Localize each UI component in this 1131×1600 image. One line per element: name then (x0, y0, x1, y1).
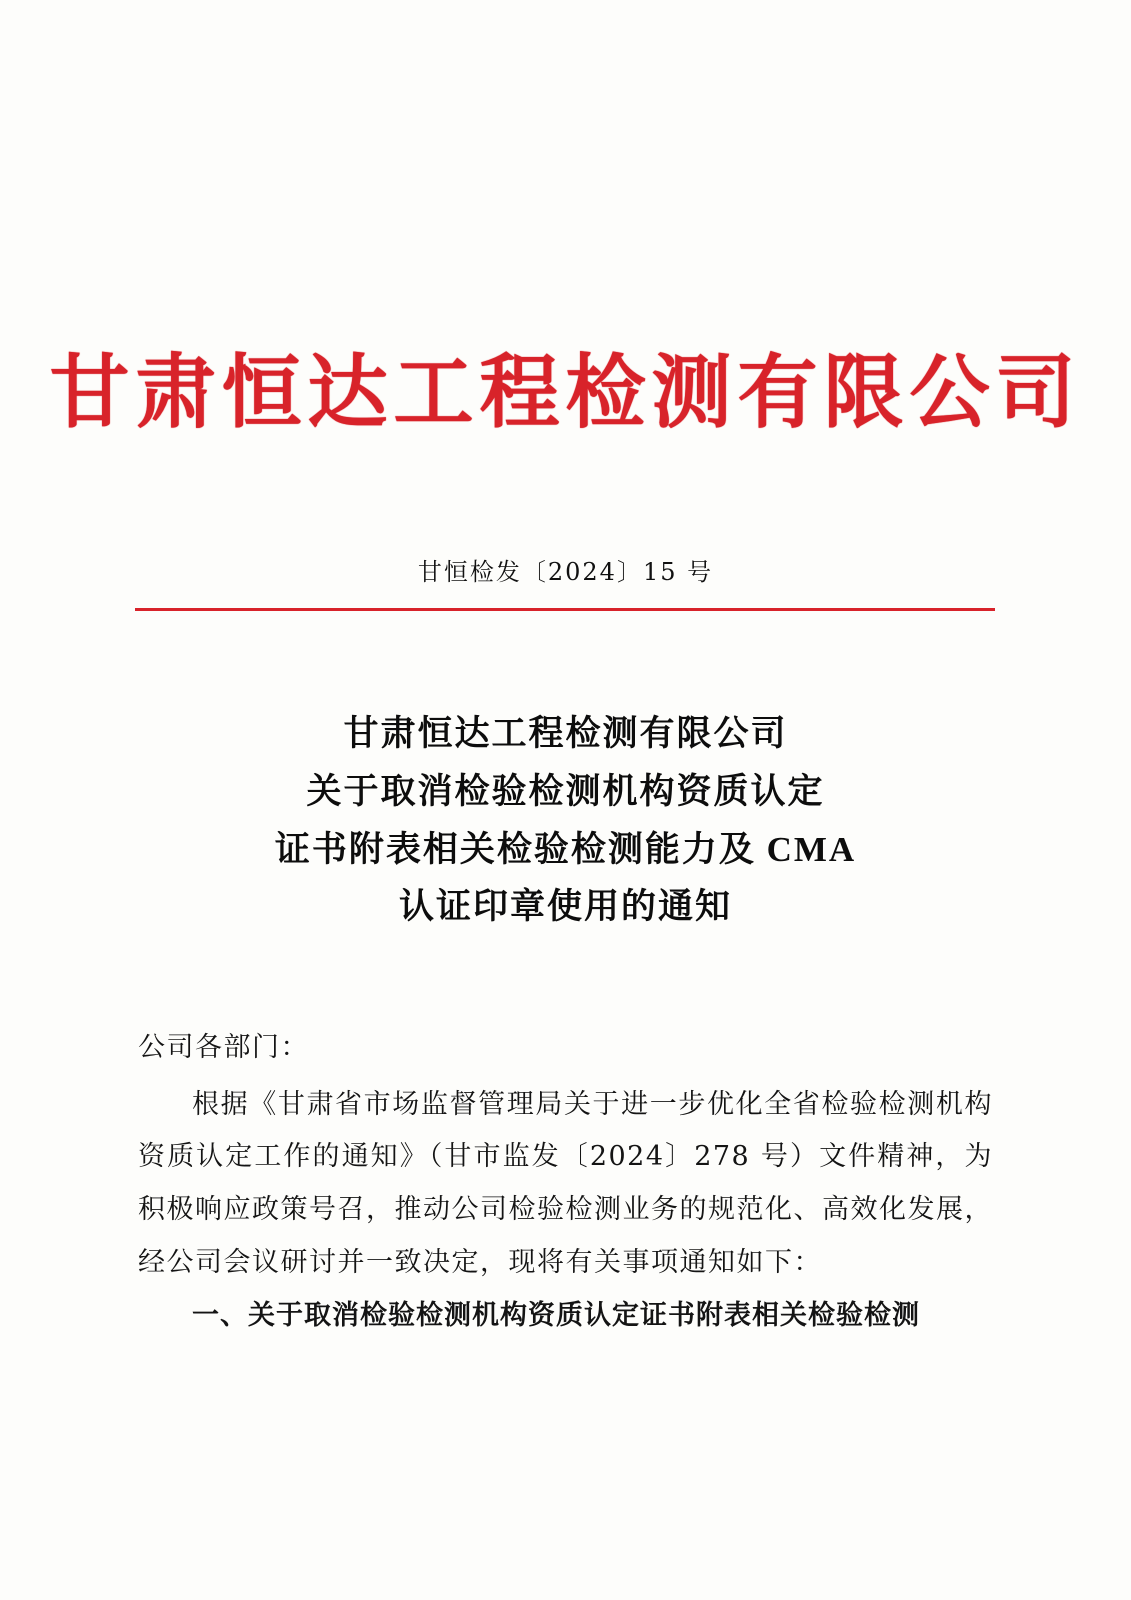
body-paragraph-1: 根据《甘肃省市场监督管理局关于进一步优化全省检验检测机构资质认定工作的通知》（甘市监发〔2024〕278 号）文件精神，为积极响应政策号召，推动公司检验检测业务的规范化、高效化发展，经公司会议研讨并一致决定，现将有关事项通知如下： (138, 1088, 993, 1278)
body-paragraph-2: 一、关于取消检验检测机构资质认定证书附表相关检验检测 (192, 1300, 920, 1331)
red-divider-rule (135, 608, 995, 611)
salutation: 公司各部门： (138, 1032, 309, 1063)
document-title (0, 705, 1131, 936)
company-name-header: 甘肃恒达工程检测有限公司 (49, 350, 1082, 438)
title-line-4: 认证印章使用的通知 (398, 887, 732, 927)
title-line-1: 甘肃恒达工程检测有限公司 (343, 714, 788, 753)
title-line-3: 证书附表相关检验检测能力及 CMA (274, 829, 857, 869)
document-body (138, 1022, 993, 1342)
document-number: 甘恒检发〔2024〕15 号 (417, 558, 714, 586)
title-line-2: 关于取消检验检测机构资质认定 (306, 771, 825, 811)
letterhead (0, 350, 1131, 438)
